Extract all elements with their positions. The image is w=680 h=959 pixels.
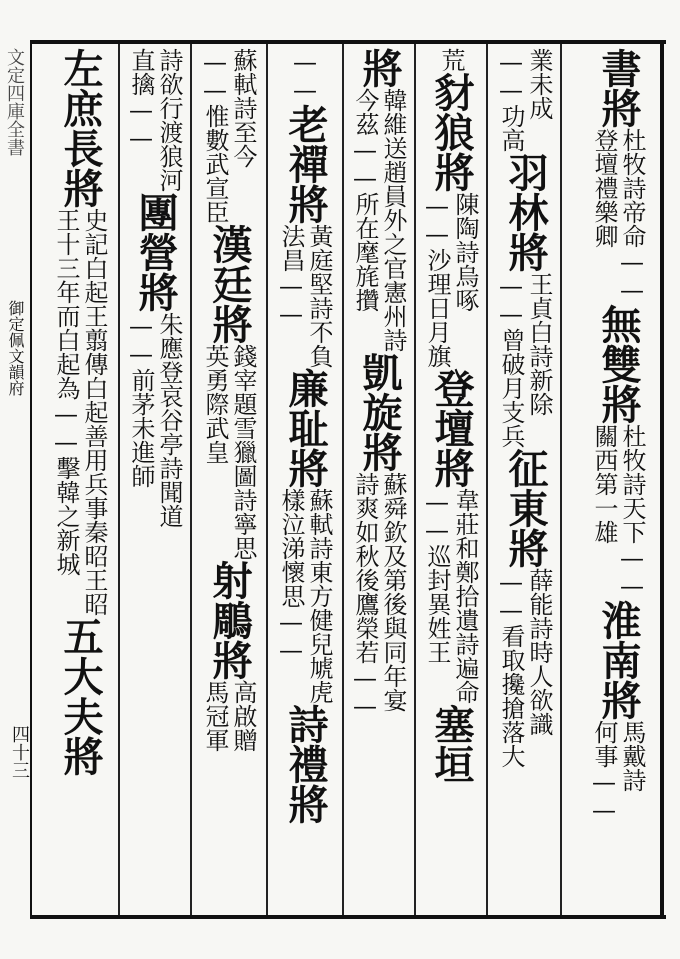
column-rule bbox=[486, 44, 488, 915]
entry-note-left: ——看取攙搶落大 bbox=[497, 568, 525, 768]
entry-note-right: 蘇舜欽及第後與同年宴 bbox=[379, 472, 407, 712]
entry-note-left: ——巡封異姓王 bbox=[423, 488, 451, 664]
page-number: 四十三 bbox=[9, 725, 30, 779]
text-column-7 bbox=[124, 48, 186, 913]
entry-note-right: 蘇軾詩至今 bbox=[229, 48, 257, 168]
entry-note-left: 何事—— bbox=[590, 720, 618, 824]
entry-note-right: 杜牧詩天下—— bbox=[618, 424, 646, 600]
margin-divider bbox=[30, 40, 32, 919]
entry-note-right: 朱應登哀谷亭詩聞道 bbox=[155, 312, 183, 528]
entry-heading: 老禪將 bbox=[282, 104, 329, 224]
column-rule bbox=[560, 44, 562, 915]
entry-note-left: ——前茅未進師 bbox=[127, 312, 155, 488]
entry-note-left: 王十三年而白起為——擊韓之新城 bbox=[52, 208, 80, 576]
entry-heading: 漢廷將 bbox=[206, 224, 253, 344]
entry-heading: 射鵰將 bbox=[206, 560, 253, 680]
page-margin bbox=[0, 0, 32, 959]
entry-heading: 登壇將 bbox=[428, 368, 475, 488]
entry-note-right: 韋莊和鄭拾遺詩遍命 bbox=[451, 488, 479, 704]
entry-note-left: 法昌—— bbox=[277, 224, 305, 328]
entry-heading: 團營將 bbox=[132, 192, 179, 312]
frame-bottom-border bbox=[32, 915, 666, 919]
entry-heading: 淮南將 bbox=[595, 600, 642, 720]
entry-note-left: ——沙理日月旗 bbox=[423, 192, 451, 368]
entry-note-left: ——惟數武宣臣 bbox=[201, 48, 229, 224]
entry-heading: 豺狼將 bbox=[428, 72, 475, 192]
column-rule bbox=[118, 44, 120, 915]
text-column-5 bbox=[272, 48, 338, 913]
entry-note-left: 關西第一雄 bbox=[590, 424, 618, 544]
frame-top-border bbox=[32, 40, 666, 44]
entry-note: 荒 bbox=[437, 48, 465, 72]
entry-note-right: 薛能詩時人欲識 bbox=[525, 568, 553, 736]
entry-heading: 無雙將 bbox=[595, 304, 642, 424]
entry-heading: 羽林將 bbox=[502, 152, 549, 272]
margin-top-text: 文定四庫全書 bbox=[4, 48, 25, 156]
entry-heading: 詩禮將 bbox=[282, 704, 329, 824]
entry-note-right: 史記白起王翦傳白起善用兵事秦昭王昭 bbox=[80, 208, 108, 616]
frame-right-border bbox=[660, 40, 664, 919]
entry-heading: 廉耻將 bbox=[282, 368, 329, 488]
book-title: 御定佩文韻府 bbox=[6, 300, 25, 396]
entry-note-right: 馬戴詩 bbox=[618, 720, 646, 792]
entry-note-right: 王貞白詩新除 bbox=[525, 272, 553, 416]
entry-heading: 五大夫將 bbox=[57, 616, 104, 776]
entry-heading: 凱旋將 bbox=[356, 352, 403, 472]
entry-note-left: 詩爽如秋後鷹榮若—— bbox=[351, 472, 379, 720]
entry-note: —— bbox=[291, 48, 319, 104]
entry-note-left: 英勇際武皇 bbox=[201, 344, 229, 464]
entry-note-right: 業未成 bbox=[525, 48, 553, 120]
entry-note-right: 詩欲行渡狼河 bbox=[155, 48, 183, 192]
entry-note-left: 馬冠軍 bbox=[201, 680, 229, 752]
entry-heading: 征東將 bbox=[502, 448, 549, 568]
entry-heading: 書將 bbox=[595, 48, 642, 128]
column-rule bbox=[342, 44, 344, 915]
text-column-3 bbox=[418, 48, 484, 913]
text-column-2 bbox=[492, 48, 558, 913]
column-rule bbox=[266, 44, 268, 915]
text-column-1 bbox=[578, 48, 658, 913]
text-column-8 bbox=[44, 48, 116, 913]
entry-note-right: 錢宰題雪獵圖詩寧思 bbox=[229, 344, 257, 560]
entry-note-right: 韓維送趙員外之官憲州詩 bbox=[379, 88, 407, 352]
entry-heading: 將 bbox=[356, 48, 403, 88]
entry-note-right: 蘇軾詩東方健兒虓虎 bbox=[305, 488, 333, 704]
entry-note-left: 今茲——所在麾旄攢 bbox=[351, 88, 379, 312]
entry-note-left: 樣泣涕懷思—— bbox=[277, 488, 305, 664]
entry-note-left: ——曾破月支兵 bbox=[497, 272, 525, 448]
column-rule bbox=[414, 44, 416, 915]
entry-note-left: ——功高 bbox=[497, 48, 525, 152]
entry-note-right: 高啟贈 bbox=[229, 680, 257, 752]
text-column-4 bbox=[346, 48, 412, 913]
entry-note-right: 黃庭堅詩不負 bbox=[305, 224, 333, 368]
entry-note-right: 杜牧詩帝命—— bbox=[618, 128, 646, 304]
text-column-6 bbox=[196, 48, 262, 913]
entry-note-left: 直擒—— bbox=[127, 48, 155, 152]
column-rule bbox=[190, 44, 192, 915]
entry-note-right: 陳陶詩烏啄 bbox=[451, 192, 479, 312]
entry-heading: 塞垣 bbox=[428, 704, 475, 784]
entry-note-left: 登壇禮樂卿 bbox=[590, 128, 618, 248]
entry-heading: 左庶長將 bbox=[57, 48, 104, 208]
